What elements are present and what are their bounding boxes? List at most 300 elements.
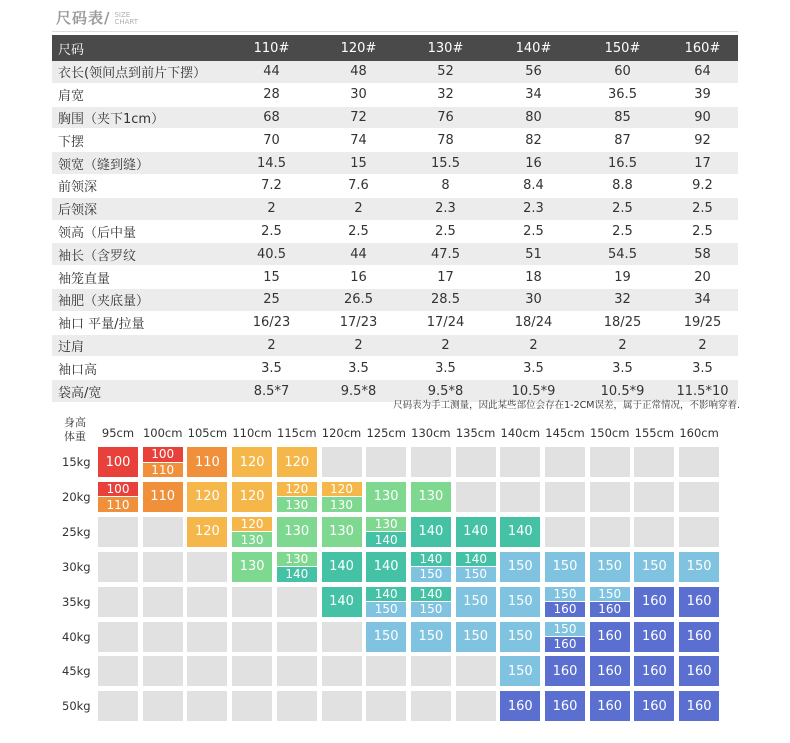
table-cell: 18/25 bbox=[578, 311, 667, 334]
table-cell: 2.5 bbox=[667, 220, 738, 243]
table-cell: 3.5 bbox=[578, 357, 667, 380]
size-cell: 160 bbox=[590, 691, 630, 721]
empty-fit-cell bbox=[590, 482, 630, 512]
height-column-label: 120cm bbox=[321, 426, 362, 440]
row-label: 袖肥（夹底量） bbox=[52, 288, 228, 311]
empty-fit-cell bbox=[322, 691, 362, 721]
table-cell: 16/23 bbox=[228, 311, 315, 334]
header-cell: 150# bbox=[578, 35, 667, 61]
size-option-lower: 130 bbox=[232, 532, 272, 547]
size-option-upper: 140 bbox=[411, 587, 451, 603]
empty-fit-cell bbox=[590, 517, 630, 547]
table-cell: 20 bbox=[667, 266, 738, 289]
table-cell: 17/24 bbox=[402, 311, 489, 334]
size-option-upper: 140 bbox=[411, 552, 451, 568]
height-column-label: 160cm bbox=[679, 426, 719, 440]
table-cell: 19/25 bbox=[667, 311, 738, 334]
split-size-cell bbox=[143, 447, 183, 477]
table-row bbox=[52, 266, 738, 289]
size-cell: 150 bbox=[411, 622, 451, 652]
size-measurement-table bbox=[52, 35, 738, 403]
header-cell: 140# bbox=[489, 35, 578, 61]
table-row bbox=[52, 174, 738, 197]
size-cell: 130 bbox=[322, 517, 362, 547]
table-row bbox=[52, 334, 738, 357]
weight-row-label: 20kg bbox=[62, 489, 91, 504]
empty-fit-cell bbox=[143, 552, 183, 582]
size-cell: 130 bbox=[411, 482, 451, 512]
size-cell: 130 bbox=[366, 482, 406, 512]
header-cell: 120# bbox=[315, 35, 402, 61]
empty-fit-cell bbox=[277, 656, 317, 686]
table-cell: 8.8 bbox=[578, 174, 667, 197]
split-size-cell bbox=[456, 552, 496, 582]
table-cell: 56 bbox=[489, 61, 578, 83]
height-column-label: 150cm bbox=[589, 426, 630, 440]
table-cell: 8.4 bbox=[489, 174, 578, 197]
size-cell: 160 bbox=[679, 656, 719, 686]
empty-fit-cell bbox=[322, 656, 362, 686]
size-option-upper: 150 bbox=[545, 587, 585, 603]
table-cell: 16.5 bbox=[578, 152, 667, 175]
size-cell: 140 bbox=[322, 552, 362, 582]
empty-fit-cell bbox=[456, 691, 496, 721]
table-row bbox=[52, 288, 738, 311]
split-size-cell bbox=[322, 482, 362, 512]
height-column-label: 95cm bbox=[101, 426, 135, 440]
table-cell: 2.5 bbox=[402, 220, 489, 243]
size-option-upper: 140 bbox=[366, 587, 406, 603]
header-cell: 130# bbox=[402, 35, 489, 61]
empty-fit-cell bbox=[366, 656, 406, 686]
table-cell: 3.5 bbox=[402, 357, 489, 380]
size-cell: 160 bbox=[545, 656, 585, 686]
subtitle-line-2: CHART bbox=[114, 18, 139, 26]
size-option-lower: 140 bbox=[277, 567, 317, 582]
empty-fit-cell bbox=[187, 656, 227, 686]
empty-fit-cell bbox=[456, 447, 496, 477]
table-cell: 2 bbox=[228, 334, 315, 357]
table-row bbox=[52, 311, 738, 334]
table-cell: 16 bbox=[489, 152, 578, 175]
table-header-row bbox=[52, 35, 738, 61]
fit-chart-corner-label bbox=[64, 416, 86, 444]
split-size-cell bbox=[366, 587, 406, 617]
size-option-upper: 140 bbox=[456, 552, 496, 568]
empty-fit-cell bbox=[277, 587, 317, 617]
empty-fit-cell bbox=[545, 517, 585, 547]
table-cell: 87 bbox=[578, 129, 667, 152]
size-chart-title: 尺码表/ bbox=[56, 9, 111, 27]
empty-fit-cell bbox=[277, 691, 317, 721]
table-cell: 14.5 bbox=[228, 152, 315, 175]
table-cell: 2 bbox=[667, 334, 738, 357]
empty-fit-cell bbox=[277, 622, 317, 652]
empty-fit-cell bbox=[98, 552, 138, 582]
table-cell: 51 bbox=[489, 243, 578, 266]
weight-row-label: 35kg bbox=[62, 594, 91, 609]
height-column-label: 110cm bbox=[232, 426, 272, 440]
weight-row-label: 45kg bbox=[62, 664, 91, 679]
table-cell: 10.5*9 bbox=[578, 380, 667, 403]
split-size-cell bbox=[366, 517, 406, 547]
table-cell: 47.5 bbox=[402, 243, 489, 266]
table-cell: 34 bbox=[489, 83, 578, 106]
size-option-lower: 150 bbox=[366, 602, 406, 617]
row-label: 肩宽 bbox=[52, 83, 228, 106]
size-cell: 130 bbox=[232, 552, 272, 582]
empty-fit-cell bbox=[545, 482, 585, 512]
table-row bbox=[52, 197, 738, 220]
empty-fit-cell bbox=[411, 656, 451, 686]
size-cell: 160 bbox=[634, 691, 674, 721]
empty-fit-cell bbox=[143, 622, 183, 652]
table-cell: 15 bbox=[228, 266, 315, 289]
empty-fit-cell bbox=[634, 517, 674, 547]
size-cell: 120 bbox=[277, 447, 317, 477]
table-cell: 7.2 bbox=[228, 174, 315, 197]
empty-fit-cell bbox=[232, 587, 272, 617]
weight-row-label: 50kg bbox=[62, 699, 91, 714]
empty-fit-cell bbox=[679, 517, 719, 547]
table-cell: 70 bbox=[228, 129, 315, 152]
weight-row-label: 40kg bbox=[62, 629, 91, 644]
split-size-cell bbox=[232, 517, 272, 547]
size-option-lower: 130 bbox=[322, 497, 362, 512]
table-row bbox=[52, 220, 738, 243]
size-option-upper: 130 bbox=[366, 517, 406, 533]
table-cell: 7.6 bbox=[315, 174, 402, 197]
size-option-upper: 120 bbox=[277, 482, 317, 498]
size-option-upper: 120 bbox=[322, 482, 362, 498]
empty-fit-cell bbox=[143, 691, 183, 721]
size-cell: 120 bbox=[232, 447, 272, 477]
empty-fit-cell bbox=[143, 517, 183, 547]
size-option-upper: 100 bbox=[98, 482, 138, 498]
size-cell: 160 bbox=[590, 622, 630, 652]
table-cell: 52 bbox=[402, 61, 489, 83]
table-cell: 2 bbox=[402, 334, 489, 357]
table-row bbox=[52, 152, 738, 175]
subtitle-line-1: SIZE bbox=[114, 11, 131, 19]
height-column-label: 100cm bbox=[142, 426, 183, 440]
table-cell: 74 bbox=[315, 129, 402, 152]
table-cell: 3.5 bbox=[228, 357, 315, 380]
size-cell: 150 bbox=[456, 622, 496, 652]
empty-fit-cell bbox=[634, 482, 674, 512]
height-axis-label: 身高 bbox=[64, 416, 86, 429]
empty-fit-cell bbox=[679, 482, 719, 512]
table-cell: 92 bbox=[667, 129, 738, 152]
size-cell: 100 bbox=[98, 447, 138, 477]
header-cell: 尺码 bbox=[52, 35, 228, 61]
row-label: 袖笼直量 bbox=[52, 266, 228, 289]
row-label: 下摆 bbox=[52, 129, 228, 152]
empty-fit-cell bbox=[143, 587, 183, 617]
row-label: 领宽（缝到缝） bbox=[52, 152, 228, 175]
empty-fit-cell bbox=[366, 447, 406, 477]
table-cell: 28 bbox=[228, 83, 315, 106]
empty-fit-cell bbox=[590, 447, 630, 477]
height-column-label: 130cm bbox=[411, 426, 451, 440]
size-cell: 150 bbox=[456, 587, 496, 617]
table-cell: 36.5 bbox=[578, 83, 667, 106]
table-cell: 85 bbox=[578, 106, 667, 129]
table-cell: 2.5 bbox=[578, 220, 667, 243]
empty-fit-cell bbox=[545, 447, 585, 477]
empty-fit-cell bbox=[98, 517, 138, 547]
table-cell: 2.5 bbox=[578, 197, 667, 220]
table-cell: 17 bbox=[402, 266, 489, 289]
table-cell: 3.5 bbox=[667, 357, 738, 380]
size-cell: 120 bbox=[232, 482, 272, 512]
height-column-label: 115cm bbox=[277, 426, 317, 440]
table-cell: 2 bbox=[228, 197, 315, 220]
height-column-label: 155cm bbox=[634, 426, 675, 440]
size-cell: 160 bbox=[545, 691, 585, 721]
table-row bbox=[52, 61, 738, 83]
size-cell: 150 bbox=[366, 622, 406, 652]
table-cell: 30 bbox=[315, 83, 402, 106]
table-row bbox=[52, 83, 738, 106]
table-cell: 32 bbox=[578, 288, 667, 311]
empty-fit-cell bbox=[98, 656, 138, 686]
size-cell: 150 bbox=[545, 552, 585, 582]
size-cell: 160 bbox=[634, 587, 674, 617]
table-cell: 3.5 bbox=[315, 357, 402, 380]
size-option-upper: 100 bbox=[143, 447, 183, 463]
size-option-lower: 140 bbox=[366, 532, 406, 547]
table-cell: 17 bbox=[667, 152, 738, 175]
size-cell: 150 bbox=[500, 552, 540, 582]
table-cell: 2.5 bbox=[489, 220, 578, 243]
empty-fit-cell bbox=[322, 447, 362, 477]
empty-fit-cell bbox=[500, 447, 540, 477]
size-option-upper: 120 bbox=[232, 517, 272, 533]
split-size-cell bbox=[411, 552, 451, 582]
size-cell: 160 bbox=[679, 691, 719, 721]
row-label: 过肩 bbox=[52, 334, 228, 357]
table-cell: 44 bbox=[315, 243, 402, 266]
table-cell: 11.5*10 bbox=[667, 380, 738, 403]
weight-row-label: 25kg bbox=[62, 524, 91, 539]
table-cell: 54.5 bbox=[578, 243, 667, 266]
table-cell: 82 bbox=[489, 129, 578, 152]
size-cell: 150 bbox=[500, 587, 540, 617]
size-cell: 150 bbox=[500, 622, 540, 652]
table-row bbox=[52, 357, 738, 380]
size-option-lower: 110 bbox=[98, 497, 138, 512]
table-cell: 64 bbox=[667, 61, 738, 83]
size-cell: 160 bbox=[590, 656, 630, 686]
empty-fit-cell bbox=[411, 447, 451, 477]
size-option-lower: 150 bbox=[411, 602, 451, 617]
size-option-lower: 130 bbox=[277, 497, 317, 512]
header-cell: 160# bbox=[667, 35, 738, 61]
split-size-cell bbox=[277, 552, 317, 582]
measurement-note: 尺码表为手工测量，因此某些部位会存在1-2CM误差，属于正常情况，不影响穿着. bbox=[393, 400, 740, 411]
table-cell: 8.5*7 bbox=[228, 380, 315, 403]
table-cell: 76 bbox=[402, 106, 489, 129]
table-cell: 18 bbox=[489, 266, 578, 289]
size-cell: 140 bbox=[322, 587, 362, 617]
size-option-lower: 160 bbox=[590, 602, 630, 617]
empty-fit-cell bbox=[232, 656, 272, 686]
table-cell: 32 bbox=[402, 83, 489, 106]
empty-fit-cell bbox=[98, 622, 138, 652]
table-cell: 9.5*8 bbox=[315, 380, 402, 403]
empty-fit-cell bbox=[411, 691, 451, 721]
header-divider bbox=[52, 31, 738, 32]
row-label: 袋高/宽 bbox=[52, 380, 228, 403]
height-column-label: 140cm bbox=[500, 426, 541, 440]
empty-fit-cell bbox=[679, 447, 719, 477]
split-size-cell bbox=[411, 587, 451, 617]
size-option-lower: 160 bbox=[545, 602, 585, 617]
table-cell: 2 bbox=[315, 334, 402, 357]
table-cell: 40.5 bbox=[228, 243, 315, 266]
table-cell: 39 bbox=[667, 83, 738, 106]
size-cell: 120 bbox=[187, 517, 227, 547]
empty-fit-cell bbox=[98, 691, 138, 721]
size-cell: 130 bbox=[277, 517, 317, 547]
size-option-lower: 150 bbox=[456, 567, 496, 582]
size-cell: 150 bbox=[634, 552, 674, 582]
table-cell: 2.3 bbox=[489, 197, 578, 220]
height-column-label: 105cm bbox=[187, 426, 228, 440]
table-cell: 18/24 bbox=[489, 311, 578, 334]
table-cell: 3.5 bbox=[489, 357, 578, 380]
empty-fit-cell bbox=[187, 622, 227, 652]
split-size-cell bbox=[545, 622, 585, 652]
size-cell: 150 bbox=[590, 552, 630, 582]
table-cell: 2.3 bbox=[402, 197, 489, 220]
size-cell: 140 bbox=[366, 552, 406, 582]
row-label: 衣长(领间点到前片下摆） bbox=[52, 61, 228, 83]
row-label: 前领深 bbox=[52, 174, 228, 197]
header-cell: 110# bbox=[228, 35, 315, 61]
weight-row-label: 30kg bbox=[62, 559, 91, 574]
size-cell: 110 bbox=[143, 482, 183, 512]
table-cell: 68 bbox=[228, 106, 315, 129]
empty-fit-cell bbox=[232, 691, 272, 721]
size-cell: 160 bbox=[634, 656, 674, 686]
table-cell: 78 bbox=[402, 129, 489, 152]
table-cell: 90 bbox=[667, 106, 738, 129]
size-cell: 160 bbox=[679, 587, 719, 617]
table-cell: 2.5 bbox=[315, 220, 402, 243]
size-cell: 150 bbox=[679, 552, 719, 582]
empty-fit-cell bbox=[500, 482, 540, 512]
table-cell: 28.5 bbox=[402, 288, 489, 311]
table-cell: 16 bbox=[315, 266, 402, 289]
size-cell: 140 bbox=[456, 517, 496, 547]
table-cell: 2 bbox=[315, 197, 402, 220]
size-cell: 110 bbox=[187, 447, 227, 477]
table-cell: 8 bbox=[402, 174, 489, 197]
split-size-cell bbox=[277, 482, 317, 512]
split-size-cell bbox=[590, 587, 630, 617]
weight-row-label: 15kg bbox=[62, 455, 91, 469]
height-column-label: 145cm bbox=[545, 426, 585, 440]
size-option-upper: 130 bbox=[277, 552, 317, 568]
empty-fit-cell bbox=[322, 622, 362, 652]
empty-fit-cell bbox=[456, 482, 496, 512]
row-label: 胸围（夹下1cm） bbox=[52, 106, 228, 129]
table-cell: 58 bbox=[667, 243, 738, 266]
size-option-upper: 150 bbox=[545, 622, 585, 638]
table-row bbox=[52, 106, 738, 129]
table-cell: 2 bbox=[489, 334, 578, 357]
size-chart-header bbox=[56, 8, 138, 28]
size-option-lower: 110 bbox=[143, 463, 183, 478]
weight-axis-label: 体重 bbox=[64, 430, 86, 443]
table-cell: 17/23 bbox=[315, 311, 402, 334]
table-cell: 19 bbox=[578, 266, 667, 289]
row-label: 领高（后中量 bbox=[52, 220, 228, 243]
size-cell: 140 bbox=[411, 517, 451, 547]
table-cell: 10.5*9 bbox=[489, 380, 578, 403]
split-size-cell bbox=[98, 482, 138, 512]
table-cell: 80 bbox=[489, 106, 578, 129]
size-cell: 120 bbox=[187, 482, 227, 512]
height-column-label: 125cm bbox=[366, 426, 406, 440]
table-row bbox=[52, 129, 738, 152]
row-label: 袖长（含罗纹 bbox=[52, 243, 228, 266]
empty-fit-cell bbox=[143, 656, 183, 686]
row-label: 后领深 bbox=[52, 197, 228, 220]
size-cell: 160 bbox=[679, 622, 719, 652]
empty-fit-cell bbox=[98, 587, 138, 617]
table-cell: 34 bbox=[667, 288, 738, 311]
table-cell: 15.5 bbox=[402, 152, 489, 175]
row-label: 袖口高 bbox=[52, 357, 228, 380]
size-option-upper: 150 bbox=[590, 587, 630, 603]
size-cell: 150 bbox=[500, 656, 540, 686]
table-cell: 15 bbox=[315, 152, 402, 175]
table-cell: 60 bbox=[578, 61, 667, 83]
row-label: 袖口 平量/拉量 bbox=[52, 311, 228, 334]
height-column-label: 135cm bbox=[455, 426, 496, 440]
empty-fit-cell bbox=[187, 587, 227, 617]
table-cell: 25 bbox=[228, 288, 315, 311]
table-row bbox=[52, 243, 738, 266]
empty-fit-cell bbox=[187, 552, 227, 582]
size-cell: 160 bbox=[634, 622, 674, 652]
table-cell: 2.5 bbox=[667, 197, 738, 220]
table-cell: 44 bbox=[228, 61, 315, 83]
table-cell: 2 bbox=[578, 334, 667, 357]
table-cell: 2.5 bbox=[228, 220, 315, 243]
table-cell: 30 bbox=[489, 288, 578, 311]
empty-fit-cell bbox=[187, 691, 227, 721]
size-cell: 160 bbox=[500, 691, 540, 721]
empty-fit-cell bbox=[456, 656, 496, 686]
table-cell: 9.2 bbox=[667, 174, 738, 197]
table-cell: 26.5 bbox=[315, 288, 402, 311]
table-cell: 48 bbox=[315, 61, 402, 83]
size-chart-subtitle bbox=[114, 12, 138, 26]
table-cell: 72 bbox=[315, 106, 402, 129]
split-size-cell bbox=[545, 587, 585, 617]
size-option-lower: 160 bbox=[545, 637, 585, 652]
empty-fit-cell bbox=[366, 691, 406, 721]
empty-fit-cell bbox=[634, 447, 674, 477]
table-cell: 9.5*8 bbox=[402, 380, 489, 403]
size-option-lower: 150 bbox=[411, 567, 451, 582]
size-cell: 140 bbox=[500, 517, 540, 547]
empty-fit-cell bbox=[232, 622, 272, 652]
